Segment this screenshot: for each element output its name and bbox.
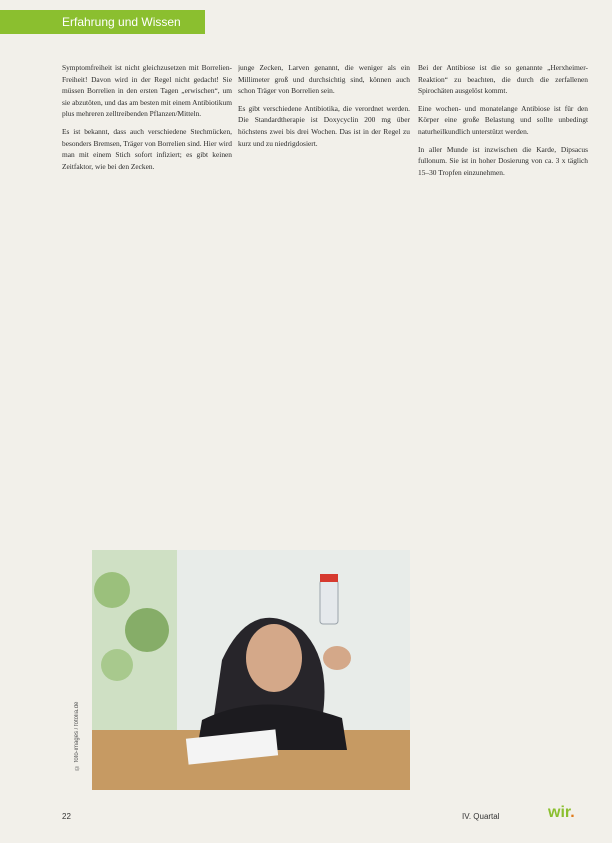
paragraph: Bei der Antibiose ist die so genannte „Herxheimer-Reaktion“ zu beachten, die durch die zerfallenen Spirochäten ausgelöst kommt. <box>418 63 588 96</box>
text-column-1 <box>62 62 232 540</box>
section-title: Erfahrung und Wissen <box>62 15 181 29</box>
text-column-2 <box>238 62 410 572</box>
paragraph: In aller Munde ist inzwischen die Karde, Dipsacus fullonum. Sie ist in hoher Dosierung von ca. 3 x täglich 15–30 Tropfen einzunehmen. <box>418 144 588 177</box>
page-number: 22 <box>62 812 71 821</box>
brand-logo <box>548 804 575 822</box>
issue-label: IV. Quartal <box>462 812 500 821</box>
paragraph: Es ist bekannt, dass auch verschiedene Stechmücken, besonders Bremsen, Träger von Borrelien sind. Hier wird man mit einem Stich sofort infiziert; es gibt keinen Zeitfaktor, wie bei den Zecken. <box>62 126 232 171</box>
paragraph: junge Zecken, Larven genannt, die weniger als ein Millimeter groß und durchsichtig sind, können auch schon Träger von Borrelien sein. <box>238 63 410 96</box>
paragraph: Symptomfreiheit ist nicht gleichzusetzen mit Borrelien-Freiheit! Davon wird in der Regel nicht gedacht! Sie müssen Borrelien in den ersten Tagen „erwischen“, um sie abzutöten, und das am besten mit einem Antibiotikum plus mehreren zelltreibenden Pflanzen/Mitteln. <box>62 63 232 119</box>
section-title-bar <box>0 10 205 34</box>
photo-illustration <box>92 550 410 790</box>
photo-credit: © foto-images / fotolia.de <box>74 701 80 770</box>
paragraph: Es gibt verschiedene Antibiotika, die verordnet werden. Die Standardtherapie ist Doxycyclin 200 mg über höchstens zwei bis drei Wochen. Das ist in der Regel zu kurz und zu niedrigdosiert. <box>238 103 410 148</box>
text-column-3 <box>418 62 588 787</box>
lab-photo <box>92 550 410 790</box>
brand-text: wir <box>548 804 571 821</box>
paragraph: Eine wochen- und monatelange Antibiose ist für den Körper eine große Belastung und sollte unbedingt naturheilkundlich unterstützt werden. <box>418 103 588 136</box>
brand-dot: . <box>570 804 575 821</box>
